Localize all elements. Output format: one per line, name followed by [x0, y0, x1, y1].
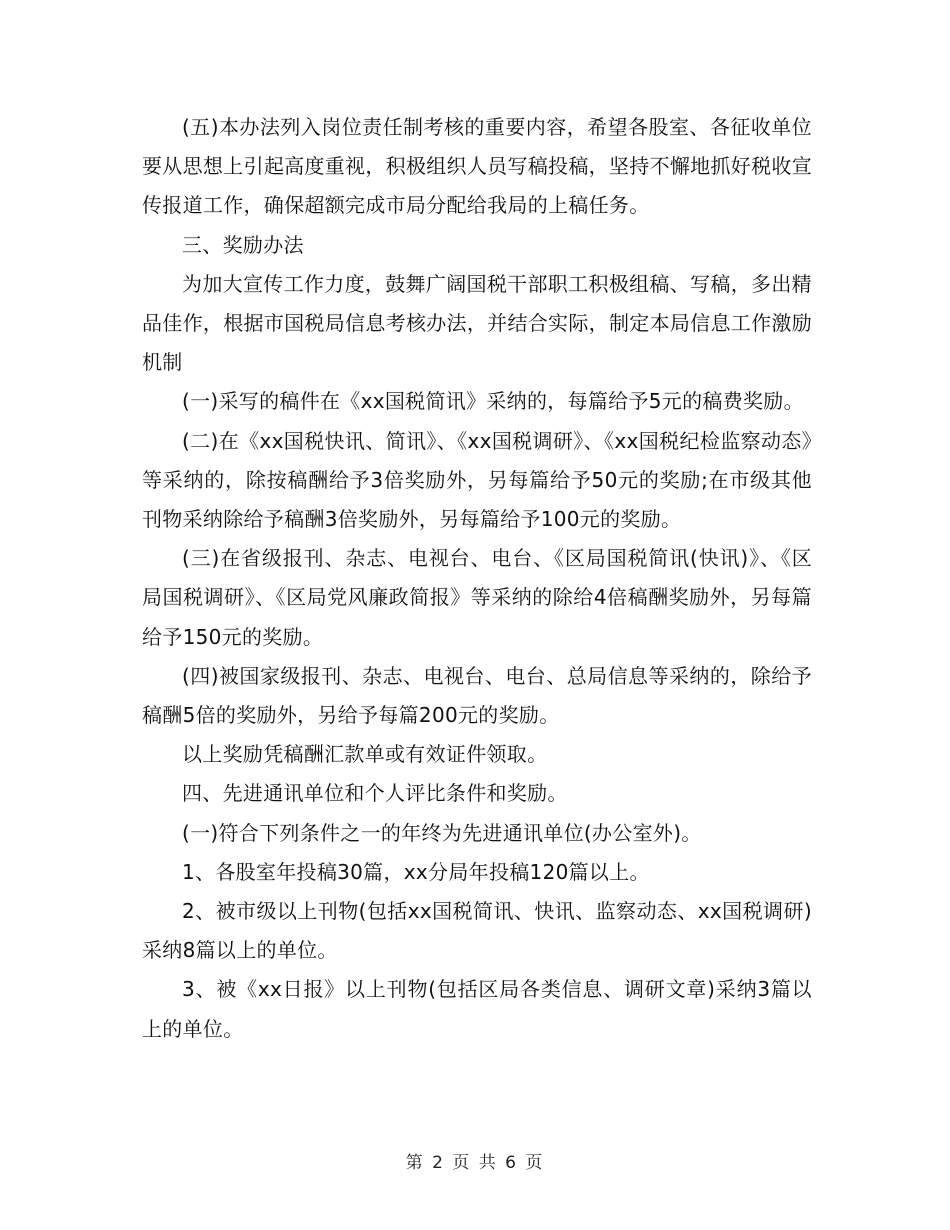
paragraph-reward-3: (三)在省级报刊、杂志、电视台、电台、《区局国税简讯(快讯)》、《区局国税调研》、《区局党风廉政简报》等采纳的除给4倍稿酬奖励外，另每篇给予150元的奖励。 — [142, 546, 812, 649]
document-body — [142, 108, 812, 1049]
paragraph-wu: (五)本办法列入岗位责任制考核的重要内容，希望各股室、各征收单位要从思想上引起高度重视，积极组织人员写稿投稿，坚持不懈地抓好税收宣传报道工作，确保超额完成市局分配给我局的上稿任务。 — [142, 115, 812, 218]
section-heading-evaluation: 四、先进通讯单位和个人评比条件和奖励。 — [182, 781, 568, 806]
paragraph-rewards-intro: 为加大宣传工作力度，鼓舞广阔国税干部职工积极组稿、写稿，多出精品佳作，根据市国税局信息考核办法，并结合实际，制定本局信息工作激励机制 — [142, 271, 812, 375]
paragraph-criterion-3: 3、被《xx日报》以上刊物(包括区局各类信息、调研文章)采纳3篇以上的单位。 — [142, 977, 812, 1041]
section-heading-rewards: 三、奖励办法 — [182, 232, 304, 257]
paragraph-criterion-1: 1、各股室年投稿30篇，xx分局年投稿120篇以上。 — [182, 859, 650, 884]
paragraph-reward-1: (一)采写的稿件在《xx国税简讯》采纳的，每篇给予5元的稿费奖励。 — [182, 389, 804, 414]
paragraph-reward-4: (四)被国家级报刊、杂志、电视台、电台、总局信息等采纳的，除给予稿酬5倍的奖励外，另给予每篇200元的奖励。 — [142, 663, 812, 728]
paragraph-criterion-2: 2、被市级以上刊物(包括xx国税简讯、快讯、监察动态、xx国税调研)采纳8篇以上的单位。 — [142, 899, 812, 963]
paragraph-reward-2: (二)在《xx国税快讯、简讯》、《xx国税调研》、《xx国税纪检监察动态》等采纳的，除按稿酬给予3倍奖励外，另每篇给予50元的奖励;在市级其他刊物采纳除给予稿酬3倍奖励外，另每篇给予100元的奖励。 — [142, 428, 812, 532]
page-number-footer: 第 2 页 共 6 页 — [405, 1153, 545, 1173]
paragraph-reward-claim: 以上奖励凭稿酬汇款单或有效证件领取。 — [182, 742, 548, 767]
paragraph-criteria-intro: (一)符合下列条件之一的年终为先进通讯单位(办公室外)。 — [182, 820, 702, 845]
